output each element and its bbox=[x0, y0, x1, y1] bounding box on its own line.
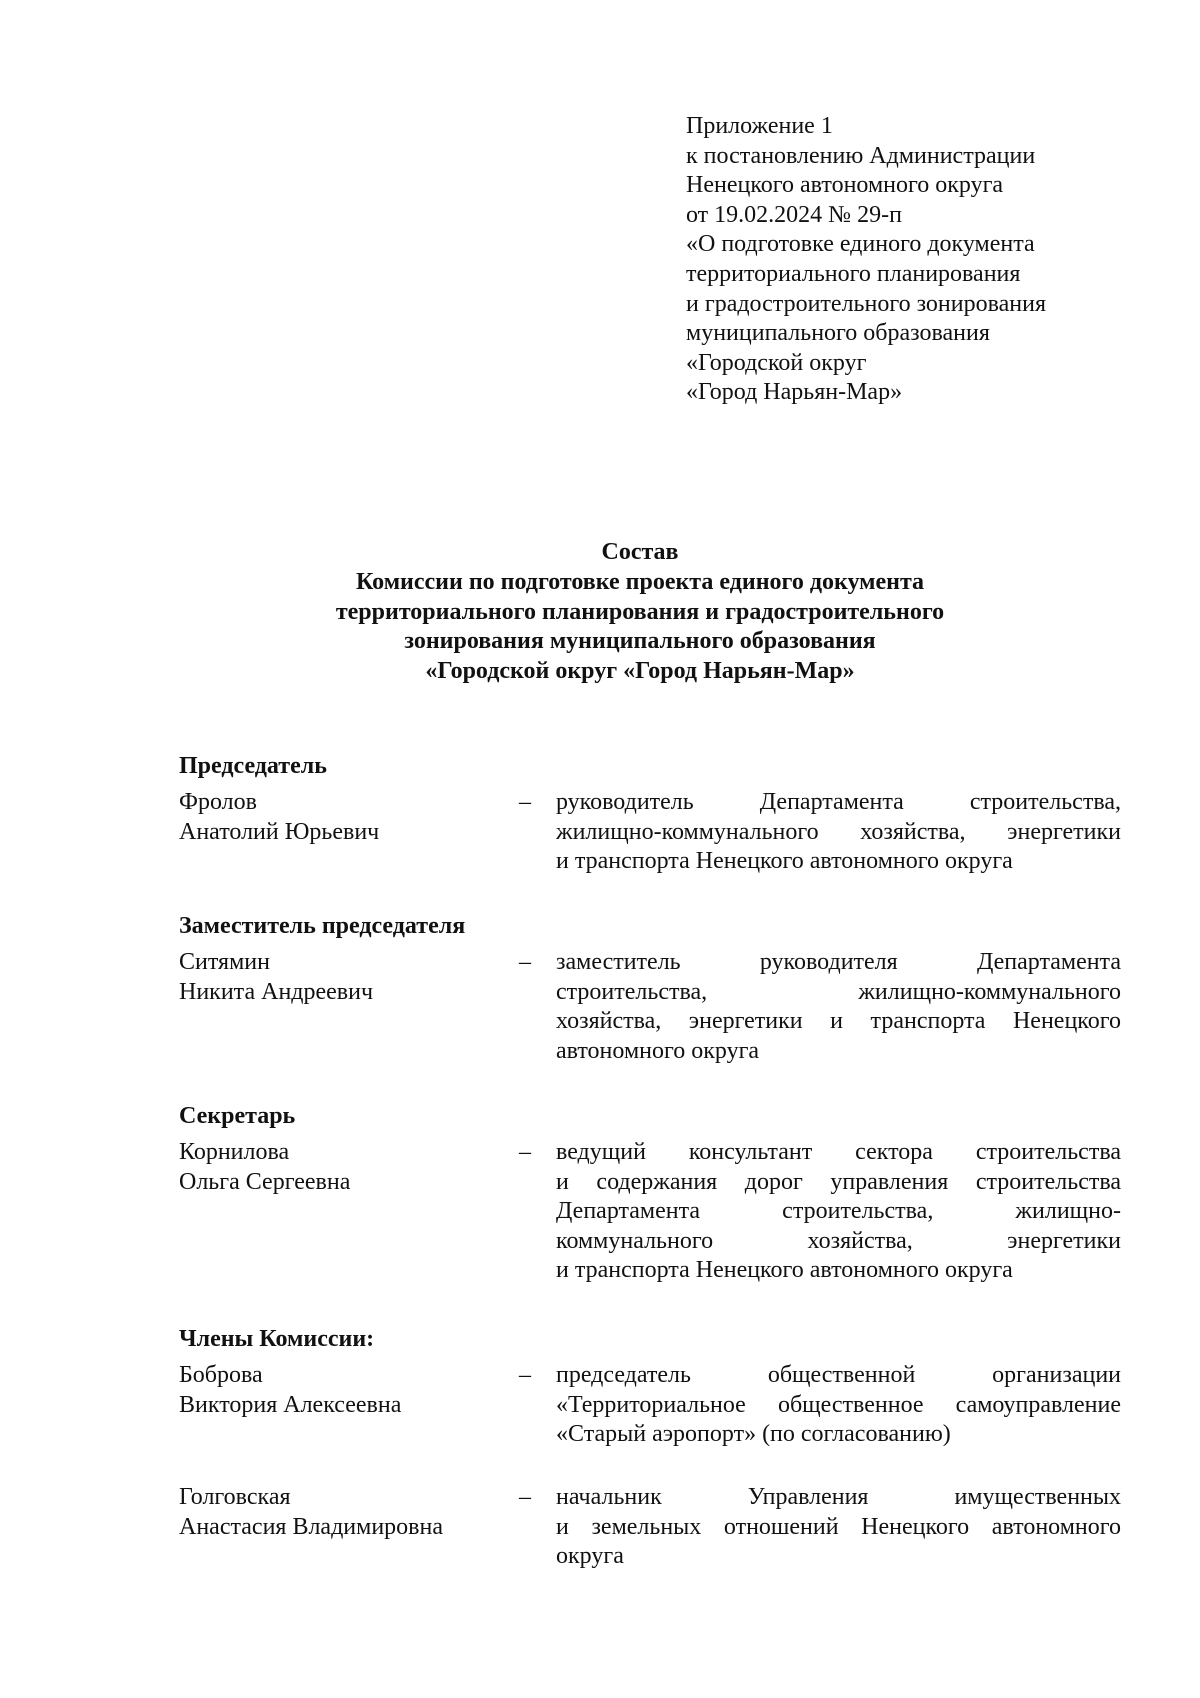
member-name bbox=[179, 1483, 509, 1542]
title-line: территориального планирования и градостроительного bbox=[335, 598, 945, 625]
member-surname: Боброва bbox=[179, 1362, 263, 1388]
title-line: Состав bbox=[601, 539, 679, 565]
appendix-line: «О подготовке единого документа bbox=[686, 231, 1035, 258]
dash-separator: – bbox=[519, 1139, 531, 1165]
section-heading-chairman: Председатель bbox=[179, 753, 327, 779]
appendix-line: и градостроительного зонирования bbox=[686, 290, 1046, 317]
appendix-line: Ненецкого автономного округа bbox=[686, 172, 1004, 199]
role-line: Департамента строительства, жилищно- bbox=[556, 1198, 1121, 1225]
dash-separator: – bbox=[519, 949, 531, 975]
appendix-line: «Городской округ bbox=[686, 349, 867, 376]
role-line: и транспорта Ненецкого автономного округа bbox=[556, 1257, 1013, 1284]
title-line: «Городской округ «Город Нарьян-Мар» bbox=[425, 658, 855, 685]
member-role bbox=[556, 788, 1121, 877]
member-role bbox=[556, 1138, 1121, 1286]
role-line: строительства, жилищно-коммунального bbox=[556, 978, 1121, 1005]
role-line: коммунального хозяйства, энергетики bbox=[556, 1227, 1121, 1254]
member-surname: Голговская bbox=[179, 1484, 291, 1510]
role-line: автономного округа bbox=[556, 1037, 760, 1064]
member-name bbox=[179, 948, 509, 1007]
member-given-names: Анатолий Юрьевич bbox=[179, 818, 380, 845]
member-role bbox=[556, 1361, 1121, 1450]
appendix-line: Приложение 1 bbox=[686, 113, 833, 139]
role-line: руководитель Департамента строительства, bbox=[556, 789, 1121, 815]
document-title bbox=[0, 538, 1200, 687]
member-given-names: Анастасия Владимировна bbox=[179, 1513, 443, 1540]
role-line: «Старый аэропорт» (по согласованию) bbox=[556, 1421, 951, 1448]
title-line: Комиссии по подготовке проекта единого документа bbox=[355, 568, 925, 595]
member-name bbox=[179, 788, 509, 847]
member-role bbox=[556, 948, 1121, 1066]
section-heading-members: Члены Комиссии: bbox=[179, 1326, 375, 1352]
member-surname: Фролов bbox=[179, 789, 257, 815]
member-surname: Ситямин bbox=[179, 949, 270, 975]
appendix-line: муниципального образования bbox=[686, 320, 990, 347]
role-line: хозяйства, энергетики и транспорта Ненецкого bbox=[556, 1008, 1121, 1035]
dash-separator: – bbox=[519, 789, 531, 815]
member-surname: Корнилова bbox=[179, 1139, 290, 1165]
role-line: председатель общественной организации bbox=[556, 1362, 1121, 1388]
member-given-names: Ольга Сергеевна bbox=[179, 1168, 351, 1195]
appendix-line: территориального планирования bbox=[686, 260, 1021, 287]
appendix-line: «Город Нарьян-Мар» bbox=[686, 379, 903, 406]
role-line: заместитель руководителя Департамента bbox=[556, 949, 1121, 975]
member-name bbox=[179, 1138, 509, 1197]
role-line: округа bbox=[556, 1543, 624, 1570]
member-given-names: Никита Андреевич bbox=[179, 978, 374, 1005]
role-line: и содержания дорог управления строительства bbox=[556, 1168, 1121, 1195]
role-line: жилищно-коммунального хозяйства, энергетики bbox=[556, 818, 1121, 845]
member-role bbox=[556, 1483, 1121, 1572]
appendix-line: от 19.02.2024 № 29-п bbox=[686, 201, 902, 228]
section-heading-deputy-chairman: Заместитель председателя bbox=[179, 913, 466, 939]
appendix-line: к постановлению Администрации bbox=[686, 142, 1036, 169]
role-line: ведущий консультант сектора строительства bbox=[556, 1139, 1121, 1165]
role-line: «Территориальное общественное самоуправление bbox=[556, 1391, 1121, 1418]
member-name bbox=[179, 1361, 509, 1420]
role-line: и транспорта Ненецкого автономного округа bbox=[556, 848, 1013, 875]
member-given-names: Виктория Алексеевна bbox=[179, 1391, 402, 1418]
dash-separator: – bbox=[519, 1362, 531, 1388]
title-line: зонирования муниципального образования bbox=[404, 628, 876, 655]
section-heading-secretary: Секретарь bbox=[179, 1103, 296, 1129]
role-line: и земельных отношений Ненецкого автономного bbox=[556, 1513, 1121, 1540]
role-line: начальник Управления имущественных bbox=[556, 1484, 1121, 1510]
dash-separator: – bbox=[519, 1484, 531, 1510]
appendix-block bbox=[686, 112, 1146, 408]
